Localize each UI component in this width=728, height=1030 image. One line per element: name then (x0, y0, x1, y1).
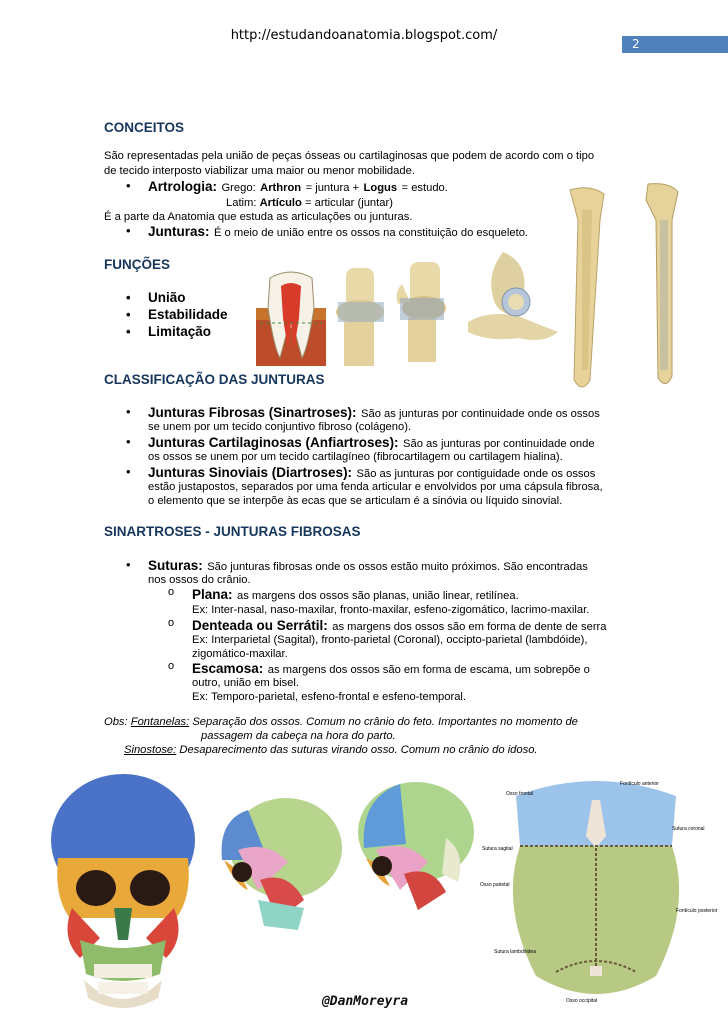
class-item-3-l2: estão justapostos, separados por uma fenda articular e envolvidos por uma cápsula fibrosa, (148, 481, 603, 493)
artrologia-label: Artrologia: (148, 179, 217, 194)
heading-sinartroses: SINARTROSES - JUNTURAS FIBROSAS (104, 524, 361, 539)
class-item-3-l1: São as junturas por contiguidade onde os ossos (356, 468, 596, 480)
denteada-ex2: zigomático-maxilar. (192, 648, 288, 660)
artrologia-grego: Grego: (221, 182, 256, 194)
label-sutura-lambdoidea: Sutura lambdóidea (494, 949, 536, 955)
obs-prefix: Obs: (104, 716, 128, 728)
label-fonticulo-posterior: Fontículo posterior (676, 908, 718, 914)
intro-line-1: São representadas pela união de peças ósseas ou cartilaginosas que podem de acordo com o tipo (104, 150, 595, 162)
junturas-label: Junturas: (148, 224, 210, 239)
knee-illustration-2 (388, 262, 450, 362)
sutura-plana (192, 586, 519, 604)
knee-illustration-1 (330, 268, 392, 366)
suturas-label: Suturas: (148, 558, 203, 573)
escamosa-title: Escamosa: (192, 661, 264, 676)
class-item-3-title: Junturas Sinoviais (Diartroses): (148, 465, 353, 480)
obs-line-1 (104, 715, 578, 729)
sinostose-line (124, 743, 538, 757)
escamosa-l1: as margens dos ossos são em forma de escama, um sobrepõe o (267, 664, 590, 676)
skull-front-illustration (40, 768, 206, 1018)
skull-top-illustration (496, 776, 696, 1006)
page-number: 2 (632, 37, 640, 51)
heading-conceitos: CONCEITOS (104, 120, 185, 135)
tooth-illustration (256, 268, 326, 366)
sinostose-term: Sinostose: (124, 744, 177, 756)
skull-lateral-illustration-2 (346, 778, 476, 918)
definition-line: É a parte da Anatomia que estuda as articulações ou junturas. (104, 211, 413, 223)
intro-line-2: de tecido interposto viabilizar uma maior ou menor mobilidade. (104, 165, 415, 177)
junturas-text: É o meio de união entre os ossos na constituição do esqueleto. (213, 227, 529, 239)
artrologia-arthron: Arthron (260, 182, 302, 194)
artrologia-eq2: = estudo. (401, 182, 448, 194)
denteada-ex1: Ex: Interparietal (Sagital), fronto-parietal (Coronal), occipto-parietal (lambdóide), (192, 634, 588, 646)
label-sutura-sagital: Sutura sagital (482, 846, 513, 852)
artrologia-eq1: = juntura + (305, 182, 360, 194)
signature: @DanMoreyra (321, 994, 409, 1009)
label-fonticulo-anterior: Fontículo anterior (620, 781, 659, 787)
label-osso-occipital: Osso occipital (566, 998, 598, 1004)
hip-illustration (458, 252, 568, 344)
obs-l2: passagem da cabeça na hora do parto. (201, 730, 396, 742)
tibia-fibula-illustration (560, 180, 690, 400)
funcao-item-1: • União (148, 290, 186, 305)
obs-l1: Separação dos ossos. Comum no crânio do feto. Importantes no momento de (192, 716, 578, 728)
latim-line (226, 196, 393, 210)
plana-l1: as margens dos ossos são planas, união linear, retilínea. (236, 590, 519, 602)
escamosa-ex1: Ex: Temporo-parietal, esfeno-frontal e esfeno-temporal. (192, 691, 467, 703)
sinostose-text: Desaparecimento das suturas virando osso. Comum no crânio do idoso. (179, 744, 538, 756)
class-item-2-title: Junturas Cartilaginosas (Anfiartroses): (148, 435, 399, 450)
class-item-1-l1: São as junturas por continuidade onde os ossos (361, 408, 600, 420)
escamosa-l2: outro, união em bisel. (192, 677, 299, 689)
funcao-item-3: • Limitação (148, 324, 211, 339)
artrologia-item (148, 178, 448, 196)
plana-title: Plana: (192, 587, 233, 602)
skull-lateral-illustration-1 (208, 790, 344, 940)
suturas-l2: nos ossos do crânio. (148, 574, 251, 586)
label-osso-frontal: Osso frontal (506, 791, 533, 797)
heading-classificacao: CLASSIFICAÇÃO DAS JUNTURAS (104, 372, 325, 387)
funcao-item-2: • Estabilidade (148, 307, 228, 322)
header-url: http://estudandoanatomia.blogspot.com/ (230, 28, 498, 43)
class-item-2-l2: os ossos se unem por um tecido cartilagíneo (fibrocartilagem ou cartilagem hialina). (148, 451, 563, 463)
class-item-3-l3: o elemento que se interpõe às ecas que se articulam é a sinóvia ou líquido sinovial. (148, 495, 563, 507)
denteada-title: Denteada ou Serrátil: (192, 618, 328, 633)
label-osso-parietal: Osso parietal (480, 882, 510, 888)
class-item-2-l1: São as junturas por continuidade onde (403, 438, 595, 450)
heading-funcoes: FUNÇÕES (104, 257, 171, 272)
plana-ex1: Ex: Inter-nasal, naso-maxilar, fronto-maxilar, esfeno-zigomático, lacrimo-maxilar. (192, 604, 590, 616)
label-sutura-coronal: Sutura coronal (672, 826, 705, 832)
obs-term: Fontanelas: (130, 716, 190, 728)
class-item-1-l2: se unem por um tecido conjuntivo fibroso (colágeno). (148, 421, 412, 433)
denteada-l1: as margens dos ossos são em forma de dente de serra (332, 621, 607, 633)
junturas-item (148, 223, 528, 241)
latim-word: Artículo (259, 197, 302, 209)
artrologia-logus: Logus (363, 182, 398, 194)
latim-prefix: Latim: (226, 197, 257, 209)
class-item-1-title: Junturas Fibrosas (Sinartroses): (148, 405, 357, 420)
latim-rest: = articular (juntar) (304, 197, 393, 209)
suturas-l1: São junturas fibrosas onde os ossos estão muito próximos. São encontradas (207, 561, 588, 573)
